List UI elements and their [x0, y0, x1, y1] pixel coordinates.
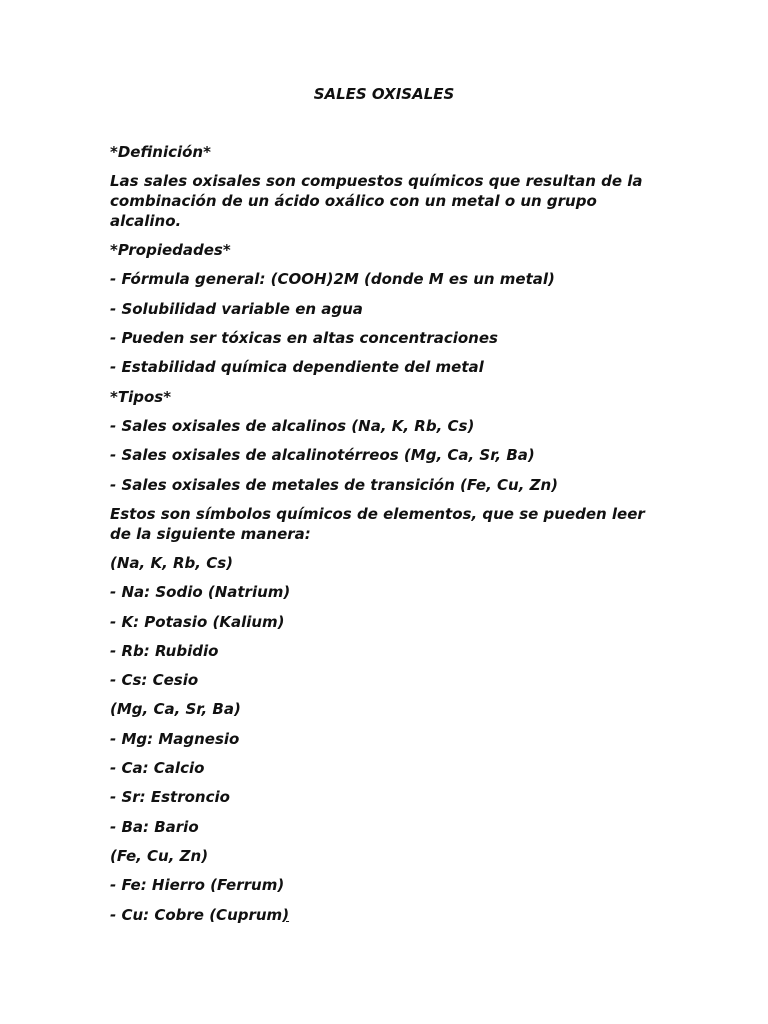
element-item: - Ca: Calcio	[110, 759, 205, 778]
section-heading-definicion: *Definición*	[110, 143, 211, 161]
definition-paragraph: Las sales oxisales son compuestos químicos que resultan de la combinación de un ácido oxálico con un metal o un grupo alcalino.	[110, 172, 643, 230]
element-item: - Na: Sodio (Natrium)	[110, 583, 291, 602]
element-item-last-text: - Cu: Cobre (Cuprum	[110, 905, 283, 924]
property-item: - Pueden ser tóxicas en altas concentraciones	[110, 329, 498, 348]
element-item: - Fe: Hierro (Ferrum)	[110, 876, 285, 895]
element-item: - Mg: Magnesio	[110, 729, 240, 748]
type-item: - Sales oxisales de alcalinotérreos (Mg, Ca, Sr, Ba)	[110, 446, 535, 465]
document-title: SALES OXISALES	[313, 85, 455, 103]
element-item-last	[110, 906, 650, 926]
property-item: - Solubilidad variable en agua	[110, 299, 363, 318]
group-heading: (Mg, Ca, Sr, Ba)	[110, 700, 241, 719]
element-item: - Cs: Cesio	[110, 671, 199, 690]
element-item: - Ba: Bario	[110, 817, 199, 836]
element-item: - K: Potasio (Kalium)	[110, 612, 285, 631]
property-item: - Fórmula general: (COOH)2M (donde M es un metal)	[110, 270, 555, 289]
group-heading: (Na, K, Rb, Cs)	[110, 553, 233, 572]
group-heading: (Fe, Cu, Zn)	[110, 846, 209, 865]
element-item: - Sr: Estroncio	[110, 788, 230, 807]
property-item: - Estabilidad química dependiente del metal	[110, 358, 484, 377]
type-item: - Sales oxisales de alcalinos (Na, K, Rb, Cs)	[110, 416, 475, 435]
explanation-paragraph: Estos son símbolos químicos de elementos, que se pueden leer de la siguiente manera:	[110, 504, 645, 543]
section-heading-propiedades: *Propiedades*	[110, 241, 231, 260]
element-item: - Rb: Rubidio	[110, 641, 219, 660]
type-item: - Sales oxisales de metales de transición (Fe, Cu, Zn)	[110, 475, 559, 494]
document-body	[110, 143, 650, 935]
section-heading-tipos: *Tipos*	[110, 387, 172, 406]
element-item-last-tail: )	[282, 905, 290, 924]
